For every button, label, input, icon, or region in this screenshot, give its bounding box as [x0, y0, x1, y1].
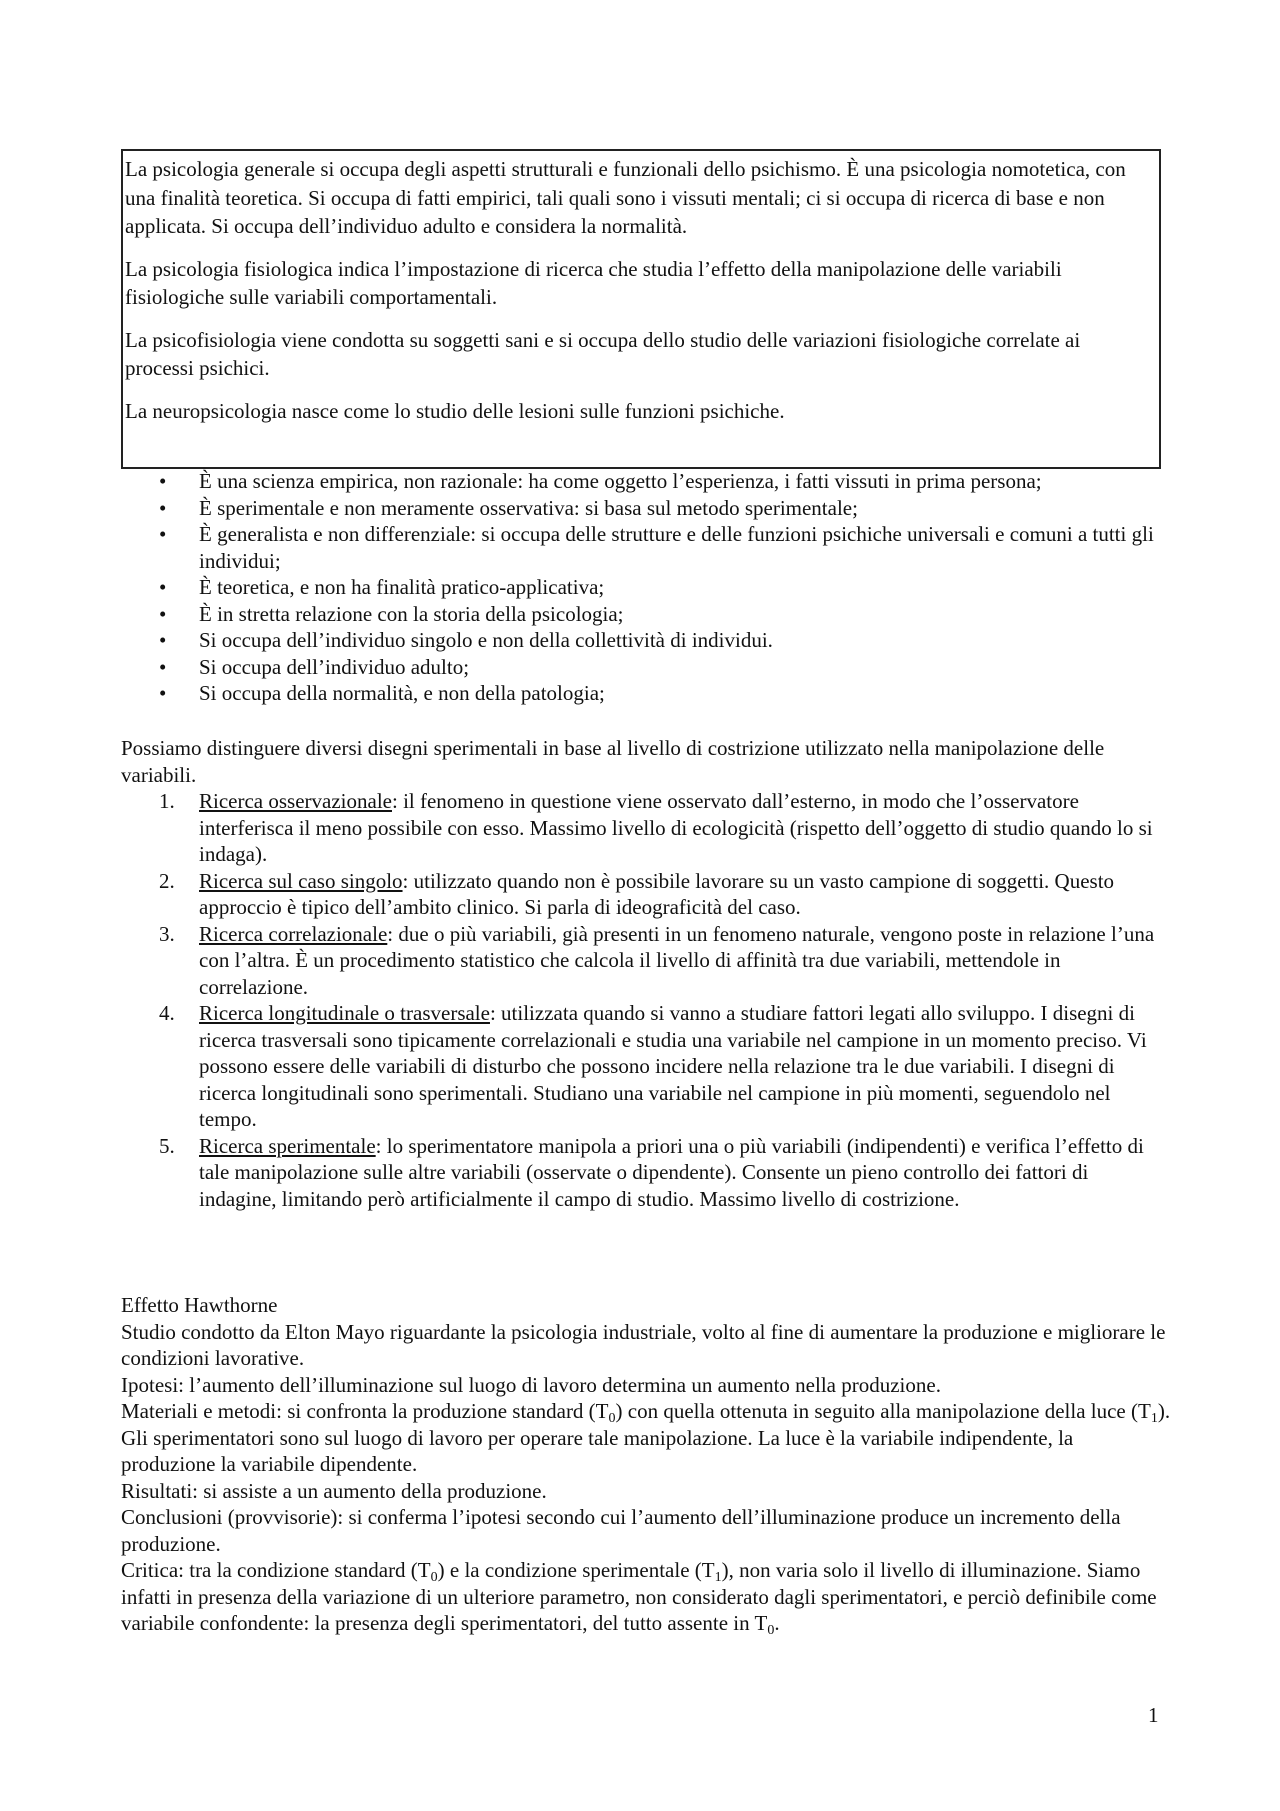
- page-number: 1: [1148, 1703, 1159, 1727]
- bullet-icon: •: [159, 681, 167, 705]
- list-item: • È generalista e non differenziale: si occupa delle strutture e delle funzioni psichiche universali e comuni a tutti gli individui;: [159, 522, 1154, 573]
- list-item: • Si occupa della normalità, e non della patologia;: [159, 681, 605, 705]
- bullet-icon: •: [159, 628, 167, 652]
- list-item: 2. Ricerca sul caso singolo: utilizzato quando non è possibile lavorare su un vasto campione di soggetti. Questo approccio è tipico dell’ambito clinico. Si parla di ideograficità del caso.: [159, 868, 1115, 919]
- study-paragraph: Studio condotto da Elton Mayo riguardante la psicologia industriale, volto al fine di aumentare la produzione e migliorare le condizioni lavorative.: [121, 1319, 1166, 1370]
- list-item: • È una scienza empirica, non razionale: ha come oggetto l’esperienza, i fatti vissuti in prima persona;: [159, 469, 1042, 493]
- section-title: Effetto Hawthorne: [121, 1293, 278, 1317]
- hypothesis-paragraph: Ipotesi: l’aumento dell’illuminazione sul luogo di lavoro determina un aumento nella produzione.: [121, 1372, 941, 1397]
- list-item: • Si occupa dell’individuo adulto;: [159, 654, 470, 679]
- hawthorne-section: [121, 1292, 1171, 1637]
- designs-intro: Possiamo distinguere diversi disegni sperimentali in base al livello di costrizione utilizzato nella manipolazione delle variabili.: [121, 736, 1105, 787]
- bullet-icon: •: [159, 495, 167, 520]
- characteristics-list: [121, 468, 1181, 707]
- list-item: 5. Ricerca sperimentale: lo sperimentatore manipola a priori una o più variabili (indipendenti) e verifica l’effetto di tale manipolazione sulle altre variabili (osservate o dipendente). Consente un pieno controllo dei fattori di indagine, limitando però artificialmente il campo di studio. Massimo livello di costrizione.: [159, 1133, 1144, 1211]
- bullet-icon: •: [159, 575, 167, 599]
- paragraph-psicofisiologia: La psicofisiologia viene condotta su soggetti sani e si occupa dello studio delle variazioni fisiologiche correlate ai processi psichici.: [125, 327, 1081, 380]
- bullet-icon: •: [159, 522, 167, 546]
- list-item: • È sperimentale e non meramente osservativa: si basa sul metodo sperimentale;: [159, 495, 858, 520]
- bullet-icon: •: [159, 469, 167, 493]
- list-item: • Si occupa dell’individuo singolo e non della collettività di individui.: [159, 628, 773, 652]
- bullet-icon: •: [159, 601, 167, 626]
- list-item: 3. Ricerca correlazionale: due o più variabili, già presenti in un fenomeno naturale, vengono poste in relazione l’una con l’altra. È un procedimento statistico che calcola il livello di affinità tra due variabili, mettendole in correlazione.: [159, 921, 1155, 999]
- paragraph-neuropsicologia: La neuropsicologia nasce come lo studio delle lesioni sulle funzioni psichiche.: [125, 398, 785, 423]
- design-title: Ricerca longitudinale o trasversale: [199, 1001, 490, 1025]
- list-item: • È in stretta relazione con la storia della psicologia;: [159, 601, 624, 626]
- list-item: 4. Ricerca longitudinale o trasversale: utilizzata quando si vanno a studiare fattori legati allo sviluppo. I disegni di ricerca trasversali sono tipicamente correlazionali e studia una variabile nel campione in un momento preciso. Vi possono essere delle variabili di disturbo che possono incidere nella relazione tra le due variabili. I disegni di ricerca longitudinali sono sperimentali. Studiano una variabile nel campione in più momenti, seguendolo nel tempo.: [159, 1001, 1147, 1131]
- conclusions-paragraph: Conclusioni (provvisorie): si conferma l’ipotesi secondo cui l’aumento dell’illuminazione produce un incremento della produzione.: [121, 1505, 1121, 1556]
- list-item: • È teoretica, e non ha finalità pratico-applicativa;: [159, 575, 605, 599]
- bullet-icon: •: [159, 654, 167, 679]
- design-title: Ricerca correlazionale: [199, 921, 388, 946]
- paragraph-psicologia-fisiologica: La psicologia fisiologica indica l’impostazione di ricerca che studia l’effetto della manipolazione delle variabili fisiologiche sulle variabili comportamentali.: [125, 256, 1062, 309]
- critic-paragraph: Critica: tra la condizione standard $(T_0)$ e la condizione sperimentale $(T_1)$, non varia solo il livello di illuminazione. Siamo infatti in presenza della variazione di un ulteriore parametro, non considerato dagli sperimentatori, e perciò definibile come variabile confondente: la presenza degli sperimentatori, del tutto assente in $T_0$.: [121, 1558, 1157, 1638]
- design-title: Ricerca sul caso singolo: [199, 868, 403, 893]
- definitions-box: [121, 149, 1161, 469]
- list-item: 1. Ricerca osservazionale: il fenomeno in questione viene osservato dall’esterno, in modo che l’osservatore interferisca il meno possibile con esso. Massimo livello di ecologicità (rispetto dell’oggetto di studio quando lo si indaga).: [159, 789, 1153, 866]
- paragraph-psicologia-generale: La psicologia generale si occupa degli aspetti strutturali e funzionali dello psichismo. È una psicologia nomotetica, con una finalità teoretica. Si occupa di fatti empirici, tali quali sono i vissuti mentali; ci si occupa di ricerca di base e non applicata. Si occupa dell’individuo adulto e considera la normalità.: [125, 157, 1126, 238]
- methods-paragraph: Materiali e metodi: si confronta la produzione standard $(T_0)$ con quella ottenuta in seguito alla manipolazione della luce $(T_1)$. Gli sperimentatori sono sul luogo di lavoro per operare tale manipolazione. La luce è la variabile indipendente, la produzione la variabile dipendente.: [121, 1399, 1171, 1476]
- design-title: Ricerca sperimentale: [199, 1133, 376, 1158]
- design-title: Ricerca osservazionale: [199, 789, 392, 813]
- results-paragraph: Risultati: si assiste a un aumento della produzione.: [121, 1478, 547, 1503]
- research-designs-list: [121, 788, 1171, 1212]
